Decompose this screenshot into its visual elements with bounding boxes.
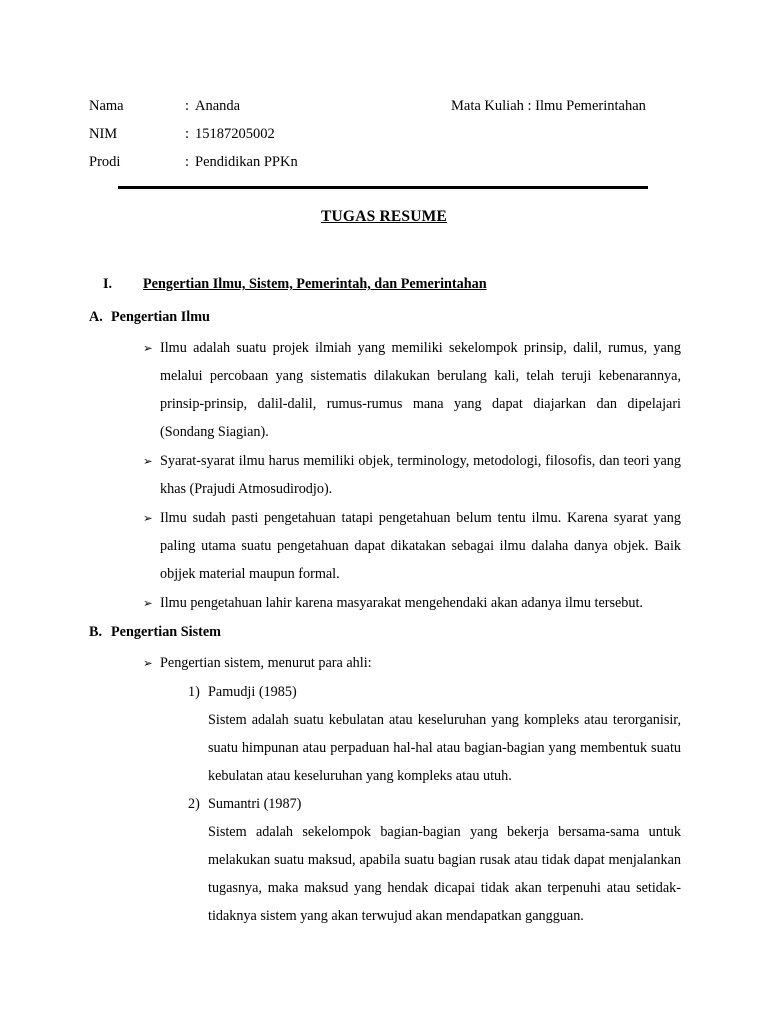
list-item-text: Ilmu adalah suatu projek ilmiah yang memiliki sekelompok prinsip, dalil, rumus, yang melalui percobaan yang sistematis dilakukan berulang kali, telah teruji kebenarannya, prinsip-prinsip, dalil-dalil, rumus-rumus mana yang dapat diajarkan dan dipelajari (Sondang Siagian). [160,340,681,440]
list-item [143,447,681,503]
info-label-prodi: Prodi [89,154,121,170]
list-item [143,649,681,677]
numbered-list-item [188,790,681,818]
definition-paragraph: Sistem adalah sekelompok bagian-bagian yang bekerja bersama-sama untuk melakukan suatu maksud, apabila suatu bagian rusak atau tidak dapat menjalankan tugasnya, maka maksud yang hendak dicapai tidak akan terpenuhi atau setidak-tidaknya sistem yang akan terwujud akan mendapatkan gangguan. [208,824,681,924]
list-item [143,504,681,588]
arrow-bullet-icon: ➢ [143,656,153,670]
list-item-text: Syarat-syarat ilmu harus memiliki objek, terminology, metodologi, filosofis, dan teori yang khas (Prajudi Atmosudirodjo). [160,453,681,497]
number-marker: 2) [188,796,200,812]
info-value-nama: Ananda [195,98,241,114]
info-label-nim: NIM [89,126,118,142]
arrow-bullet-icon: ➢ [143,596,153,610]
numbered-list-item [188,678,681,706]
source-citation: Sumantri (1987) [208,796,302,812]
student-info-block [89,92,681,176]
number-marker: 1) [188,684,200,700]
list-item-text: Ilmu sudah pasti pengetahuan tatapi pengetahuan belum tentu ilmu. Karena syarat yang paling utama suatu pengetahuan dapat dikatakan sebagai ilmu dalaha danya objek. Baik objjek material maupun formal. [160,510,681,582]
document-title: TUGAS RESUME [321,208,447,225]
arrow-bullet-icon: ➢ [143,341,153,355]
info-value-prodi: Pendidikan PPKn [195,154,298,170]
subsection-heading-a [89,309,681,326]
arrow-bullet-icon: ➢ [143,511,153,525]
info-separator-nama: : [185,98,190,114]
info-row-prodi [89,148,681,176]
info-separator-nim: : [185,126,190,142]
section-heading-roman-one [103,276,681,293]
subsection-heading-b [89,624,681,641]
info-value-nim: 15187205002 [195,126,275,142]
course-info: Mata Kuliah : Ilmu Pemerintahan [451,98,646,114]
definition-paragraph: Sistem adalah suatu kebulatan atau keseluruhan yang kompleks atau terorganisir, suatu himpunan atau perpaduan hal-hal atau bagian-bagian yang membentuk suatu kebulatan atau keseluruhan yang kompleks atau utuh. [208,712,681,784]
arrow-bullet-icon: ➢ [143,454,153,468]
alpha-marker-b: B. [89,624,103,640]
source-citation: Pamudji (1985) [208,684,297,700]
info-separator-prodi: : [185,154,190,170]
list-item [143,589,681,617]
info-label-nama: Nama [89,98,124,114]
alpha-marker-a: A. [89,309,103,325]
info-row-nim [89,120,681,148]
roman-marker: I. [103,276,113,292]
list-item [143,334,681,446]
list-item-text: Pengertian sistem, menurut para ahli: [160,655,372,671]
alpha-heading-text-a: Pengertian Ilmu [111,309,210,325]
roman-heading-text: Pengertian Ilmu, Sistem, Pemerintah, dan Pemerintahan [143,276,487,292]
header-divider-rule [118,186,648,189]
document-body [89,276,681,930]
alpha-heading-text-b: Pengertian Sistem [111,624,221,640]
list-item-text: Ilmu pengetahuan lahir karena masyarakat mengehendaki akan adanya ilmu tersebut. [160,595,643,611]
